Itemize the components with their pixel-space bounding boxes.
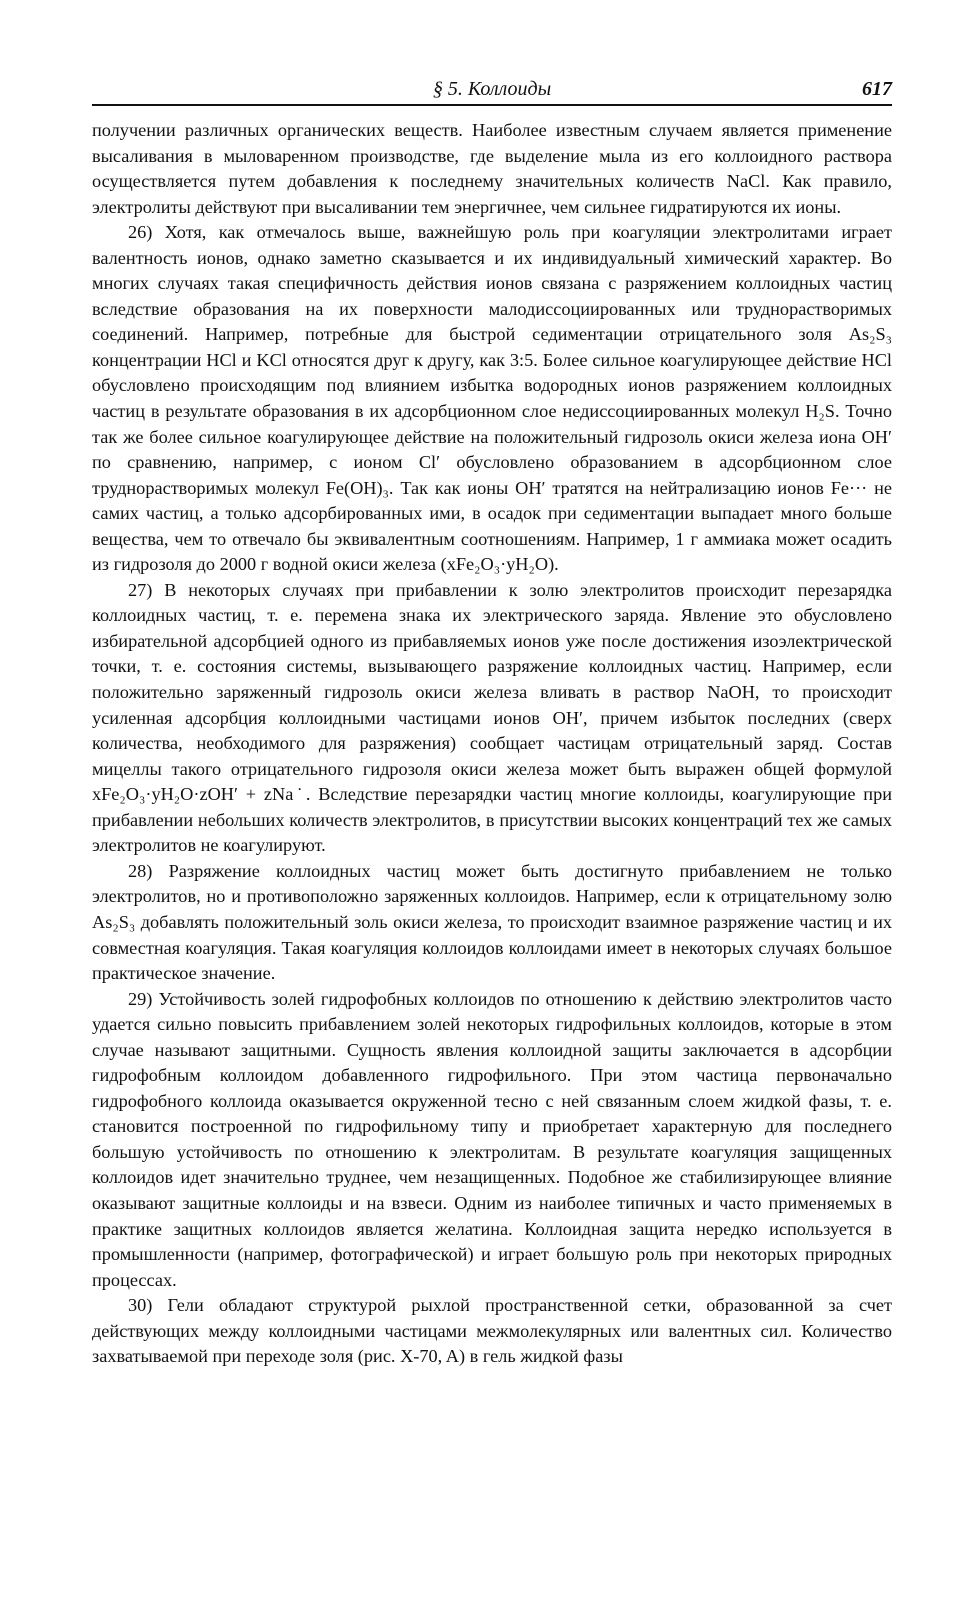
page <box>92 74 892 1370</box>
text-body <box>92 118 892 1370</box>
paragraph: 29) Устойчивость золей гидрофобных коллоидов по отношению к действию электролитов часто удается сильно повысить прибавлением золей некоторых гидрофильных коллоидов, которые в этом случае называют защитными. Сущность явления коллоидной защиты заключается в адсорбции гидрофобным коллоидом добавленного гидрофильного. При этом частица первоначально гидрофобного коллоида оказывается окруженной тесно с ней связанным слоем жидкой фазы, т. е. становится построенной по гидрофильному типу и приобретает характерную для последнего большую устойчивость по отношению к электролитам. В результате коагуляция защищенных коллоидов идет значительно труднее, чем незащищенных. Подобное же стабилизирующее влияние оказывают защитные коллоиды и на взвеси. Одним из наиболее типичных и часто применяемых в практике защитных коллоидов является желатина. Коллоидная защита нередко используется в промышленности (например, фотографической) и играет большую роль при некоторых природных процессах. <box>92 988 892 1290</box>
paragraph: 28) Разряжение коллоидных частиц может быть достигнуто прибавлением не только электролитов, но и противоположно заряженных коллоидов. Например, если к отрицательному золю As₂S₃ добавлять положительный золь окиси железа, то происходит взаимное разряжение частиц и их совместная коагуляция. Такая коагуляция коллоидов коллоидами имеет в некоторых случаях большое практическое значение. <box>92 860 892 984</box>
page-number: 617 <box>862 78 892 100</box>
paragraph: получении различных органических веществ. Наиболее известным случаем является применение высаливания в мыловаренном производстве, где выделение мыла из его коллоидного раствора осуществляется путем добавления к последнему значительных количеств NaCl. Как правило, электролиты действуют при высаливании тем энергичнее, чем сильнее гидратируются их ионы. <box>92 120 892 217</box>
section-title: § 5. Коллоиды <box>432 78 552 100</box>
paragraph: 27) В некоторых случаях при прибавлении к золю электролитов происходит перезарядка коллоидных частиц, т. е. перемена знака их электрического заряда. Явление это обусловлено избирательной адсорбцией одного из прибавляемых ионов уже после достижения изоэлектрической точки, т. е. состояния системы, вызывающего разряжение коллоидных частиц. Например, если положительно заряженный гидрозоль окиси железа вливать в раствор NaOH, то происходит усиленная адсорбция коллоидными частицами ионов OH′, причем избыток последних (сверх количества, необходимого для разряжения) сообщает частицам отрицательный заряд. Состав мицеллы такого отрицательного гидрозоля окиси железа может быть выражен общей формулой xFe₂O₃·yH₂O·zOH′ + zNa˙. Вследствие перезарядки частиц многие коллоиды, коагулирующие при прибавлении небольших количеств электролитов, в присутствии высоких концентраций тех же самых электролитов не коагулируют. <box>92 579 892 856</box>
running-header <box>92 74 892 106</box>
paragraph: 30) Гели обладают структурой рыхлой пространственной сетки, образованной за счет действующих между коллоидными частицами межмолекулярных или валентных сил. Количество захватываемой при переходе золя (рис. X-70, A) в гель жидкой фазы <box>92 1295 892 1367</box>
paragraph: 26) Хотя, как отмечалось выше, важнейшую роль при коагуляции электролитами играет валентность ионов, однако заметно сказывается и их индивидуальный химический характер. Во многих случаях такая специфичность действия ионов связана с разряжением коллоидных частиц вследствие образования на их поверхности малодиссоциированных или труднорастворимых соединений. Например, потребные для быстрой седиментации отрицательного золя As₂S₃ концентрации HCl и KCl относятся друг к другу, как 3:5. Более сильное коагулирующее действие HCl обусловлено происходящим под влиянием избытка водородных ионов разряжением коллоидных частиц в результате образования в их адсорбционном слое недиссоциированных молекул H₂S. Точно так же более сильное коагулирующее действие на положительный гидрозоль окиси железа иона OH′ по сравнению, например, с ионом Cl′ обусловлено образованием в адсорбционном слое труднорастворимых молекул Fe(OH)₃. Так как ионы OH′ тратятся на нейтрализацию ионов Fe··· не самих частиц, а только адсорбированных ими, в осадок при седиментации выпадает много больше вещества, чем то отвечало бы эквивалентным соотношениям. Например, 1 г аммиака может осадить из гидрозоля до 2000 г водной окиси железа (xFe₂O₃·yH₂O). <box>92 222 892 575</box>
